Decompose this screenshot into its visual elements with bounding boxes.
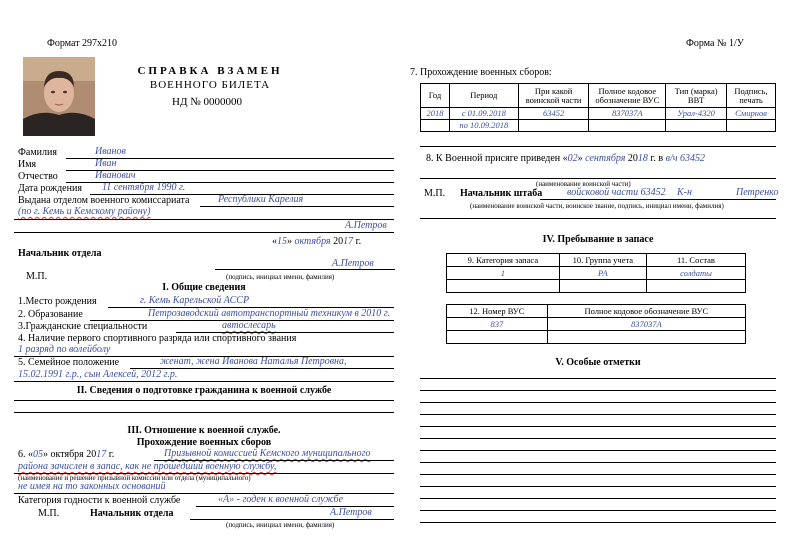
decision-reason: не имея на то законных оснований bbox=[18, 481, 166, 492]
family-value-cont: 15.02.1991 г.р., сын Алексей, 2012 г.р. bbox=[18, 369, 178, 380]
birth-value: 11 сентября 1990 г. bbox=[102, 182, 186, 193]
patronymic-value: Иванович bbox=[95, 170, 136, 181]
cell: по 10.09.2018 bbox=[449, 120, 518, 132]
name-label: Имя bbox=[18, 159, 37, 170]
chief-staff-name: Петренко bbox=[736, 187, 779, 198]
decision-date: 6. «05» октября 2017 г. bbox=[18, 449, 115, 460]
unit-caption: (наименование воинской части) bbox=[536, 180, 631, 188]
birth-label: Дата рождения bbox=[18, 183, 82, 194]
reserve-table bbox=[446, 253, 746, 293]
education-value: Петрозаводский автотранспортный техникум в 2010 г. bbox=[148, 308, 391, 319]
col-composition: 11. Состав bbox=[646, 254, 745, 267]
stamp-place: М.П. bbox=[26, 271, 48, 282]
chief-staff-unit: войсковой части 63452 bbox=[567, 187, 666, 198]
stamp-place-3: М.П. bbox=[424, 188, 446, 199]
cell: 837 bbox=[447, 318, 548, 331]
table-row bbox=[421, 108, 776, 120]
sport-label: 4. Наличие первого спортивного разряда или спортивного звания bbox=[18, 333, 297, 344]
col-vus-code: Полное кодовое обозначение ВУС bbox=[547, 305, 745, 318]
signer-1: А.Петров bbox=[345, 220, 387, 231]
vus-table bbox=[446, 304, 746, 344]
issue-date: «15» октября 2017 г. bbox=[272, 236, 362, 247]
table-row bbox=[421, 120, 776, 132]
format-label: Формат 297х210 bbox=[47, 38, 118, 49]
education-label: 2. Образование bbox=[18, 309, 83, 320]
cell bbox=[421, 120, 450, 132]
cell: Урал-4320 bbox=[666, 108, 727, 120]
military-training-table bbox=[420, 83, 776, 132]
section-3-subtitle: Прохождение военных сборов bbox=[136, 437, 272, 448]
chief-staff-rank: К-н bbox=[677, 187, 692, 198]
chief-name-2: А.Петров bbox=[330, 507, 372, 518]
section-4-title: IV. Пребывание в запасе bbox=[542, 234, 654, 245]
decision-caption: (наименование и решение призывной комиссии или отдела (муниципального) bbox=[18, 474, 251, 482]
cell: с 01.09.2018 bbox=[449, 108, 518, 120]
section-3-title: III. Отношение к военной службе. bbox=[127, 425, 281, 436]
category-value: «А» - годен к военной службе bbox=[218, 494, 344, 505]
cell: солдаты bbox=[646, 267, 745, 280]
family-value: женат, жена Иванова Наталья Петровна, bbox=[160, 356, 347, 367]
doc-title-line1: СПРАВКА ВЗАМЕН bbox=[137, 65, 283, 77]
cell: 837037А bbox=[547, 318, 745, 331]
section-7-title: 7. Прохождение военных сборов: bbox=[410, 67, 552, 78]
cell: 837037А bbox=[589, 108, 666, 120]
chief-staff-label: Начальник штаба bbox=[460, 188, 543, 199]
sign-caption-2: (подпись, инициал имени, фамилия) bbox=[226, 521, 335, 529]
cell bbox=[666, 120, 727, 132]
birthplace-value: г. Кемь Карельской АССР bbox=[140, 295, 250, 306]
col-unit: При какой воинской части bbox=[518, 84, 589, 108]
form-number: Форма № 1/У bbox=[686, 38, 744, 49]
col-vus: Полное кодовое обозначение ВУС bbox=[589, 84, 666, 108]
cell bbox=[727, 120, 776, 132]
person-photo-icon bbox=[23, 57, 95, 136]
specialties-label: 3.Гражданские специальности bbox=[18, 321, 148, 332]
chief-label-2: Начальник отдела bbox=[90, 508, 174, 519]
family-label: 5. Семейное положение bbox=[18, 357, 120, 368]
col-vus-number: 12. Номер ВУС bbox=[447, 305, 548, 318]
chief-label: Начальник отдела bbox=[18, 248, 102, 259]
issued-value-cont: (по г. Кемь и Кемскому району) bbox=[18, 206, 151, 217]
chief-name: А.Петров bbox=[332, 258, 374, 269]
doc-number: НД № 0000000 bbox=[172, 96, 242, 108]
patronymic-label: Отчество bbox=[18, 171, 58, 182]
specialty-value: автослесарь bbox=[222, 320, 276, 331]
section-1-title: I. Общие сведения bbox=[162, 282, 246, 293]
col-vvt: Тип (марка) ВВТ bbox=[666, 84, 727, 108]
issued-label: Выдана отделом военного комиссариата bbox=[18, 195, 190, 206]
issued-value: Республики Карелия bbox=[218, 194, 304, 205]
decision-text-cont: района зачислен в запас, как не прошедший военную службу, bbox=[18, 461, 277, 472]
col-year: Год bbox=[421, 84, 450, 108]
birthplace-label: 1.Место рождения bbox=[18, 296, 97, 307]
table-row bbox=[447, 318, 746, 331]
cell bbox=[589, 120, 666, 132]
section-2-title: II. Сведения о подготовке гражданина к военной службе bbox=[76, 385, 332, 396]
cell: 1 bbox=[447, 267, 560, 280]
stamp-place-2: М.П. bbox=[38, 508, 60, 519]
sign-caption-1: (подпись, инициал имени, фамилия) bbox=[226, 273, 335, 281]
col-sign: Подпись, печать bbox=[727, 84, 776, 108]
decision-text: Призывной комиссией Кемского муниципального bbox=[164, 448, 371, 459]
cell: Смирнов bbox=[727, 108, 776, 120]
sport-value: 1 разряд по волейболу bbox=[18, 344, 111, 355]
cell: РА bbox=[559, 267, 646, 280]
col-reserve-category: 9. Категория запаса bbox=[447, 254, 560, 267]
cell: 63452 bbox=[518, 108, 589, 120]
chief-staff-caption: (наименование воинской части, воинское звание, подпись, инициал имени, фамилия) bbox=[470, 202, 724, 210]
table-row bbox=[447, 267, 746, 280]
surname-value: Иванов bbox=[95, 146, 126, 157]
cell bbox=[518, 120, 589, 132]
col-period: Период bbox=[449, 84, 518, 108]
cell: 2018 bbox=[421, 108, 450, 120]
oath-line: 8. К Военной присяге приведен «02» сентября 2018 г. в в/ч 63452 bbox=[426, 153, 705, 164]
section-5-title: V. Особые отметки bbox=[555, 357, 641, 368]
photo bbox=[23, 57, 95, 136]
doc-title-line2: ВОЕННОГО БИЛЕТА bbox=[149, 79, 271, 91]
col-account-group: 10. Группа учета bbox=[559, 254, 646, 267]
name-value: Иван bbox=[95, 158, 117, 169]
surname-label: Фамилия bbox=[18, 147, 57, 158]
category-label: Категория годности к военной службе bbox=[18, 495, 181, 506]
